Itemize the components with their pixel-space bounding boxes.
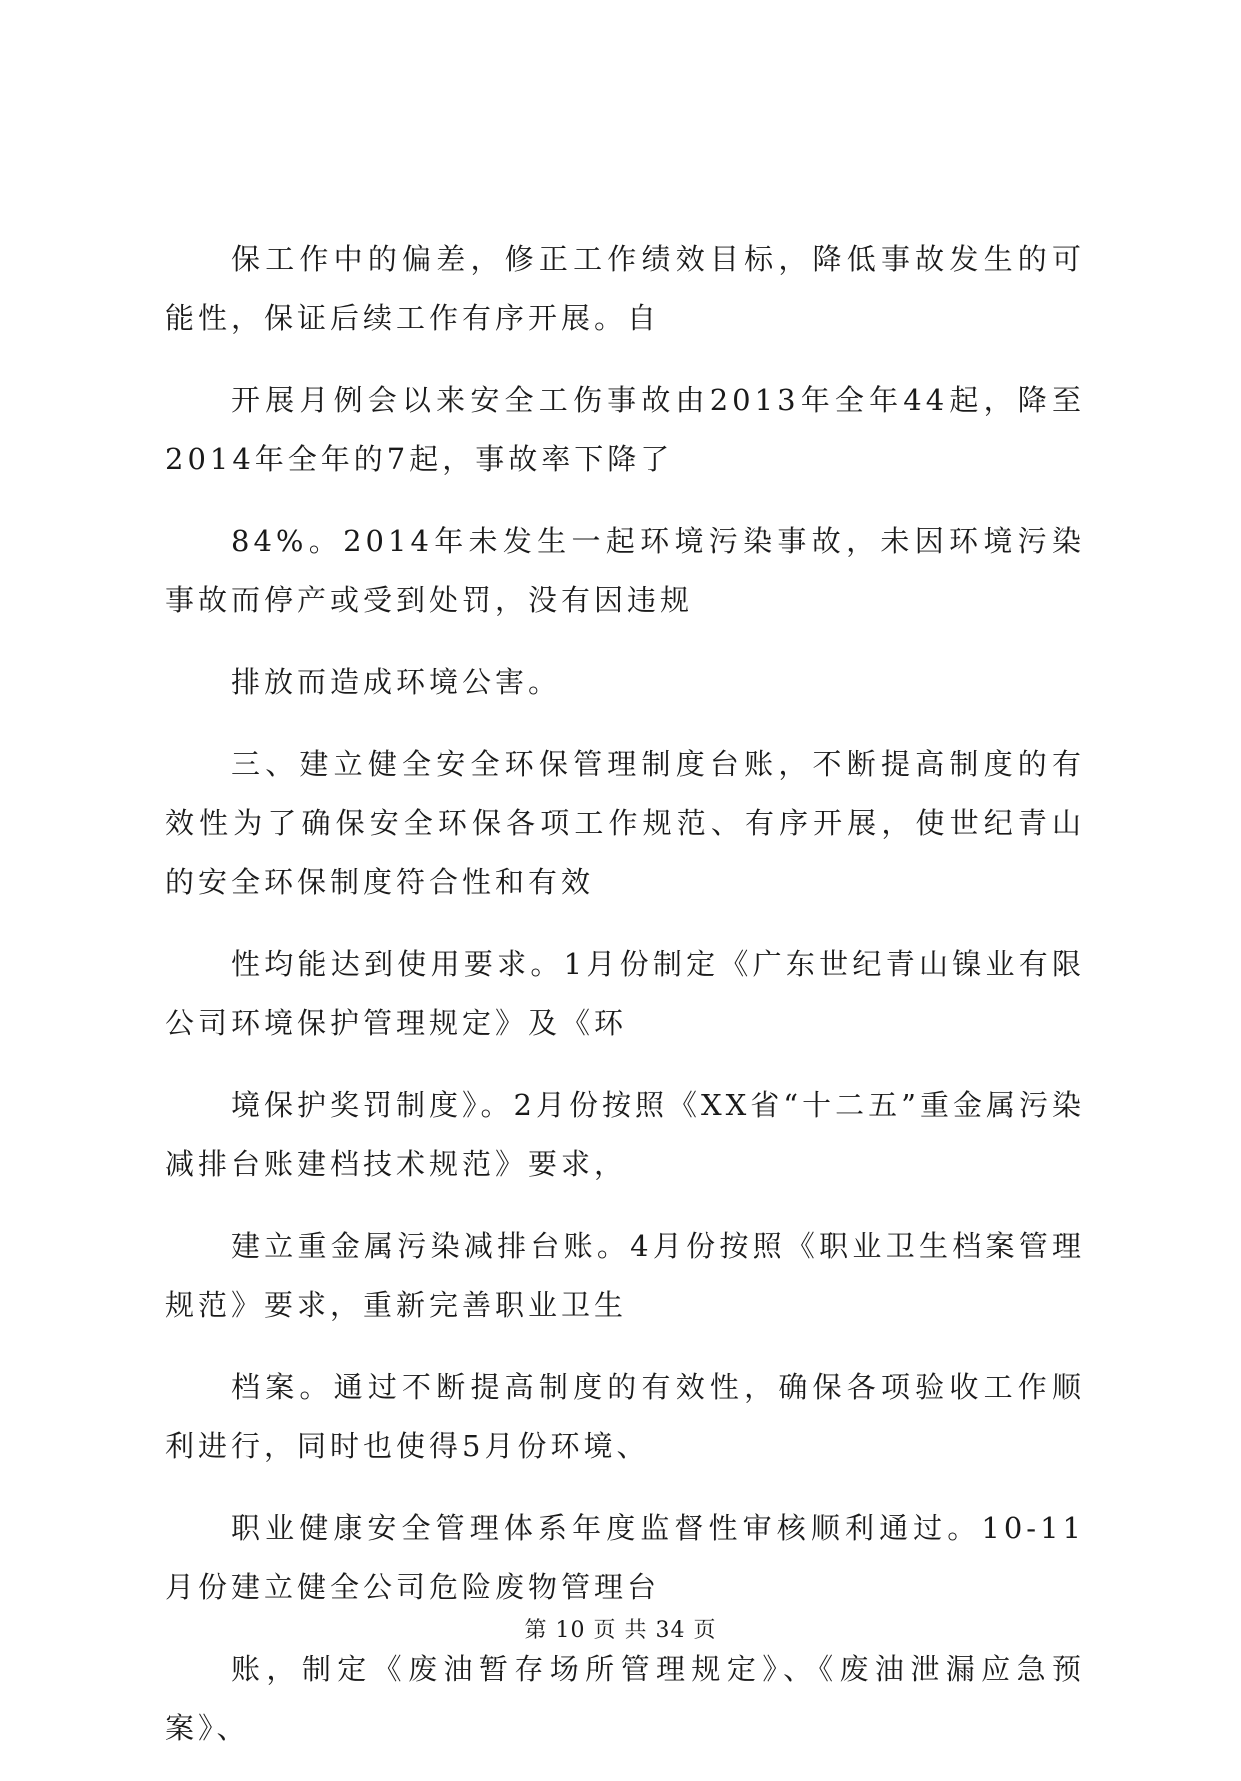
paragraph-2: 开展月例会以来安全工伤事故由2013年全年44起，降至2014年全年的7起，事故率下降了 xyxy=(165,383,1085,476)
paragraph-3: 84%。2014年未发生一起环境污染事故，未因环境污染事故而停产或受到处罚，没有因违规 xyxy=(165,524,1085,617)
paragraph-11: 账，制定《废油暂存场所管理规定》、《废油泄漏应急预案》、 xyxy=(165,1652,1085,1745)
page-number-footer: 第 10 页 共 34 页 xyxy=(524,1618,717,1643)
paragraph-6: 性均能达到使用要求。1月份制定《广东世纪青山镍业有限公司环境保护管理规定》及《环 xyxy=(165,947,1085,1040)
paragraph-8: 建立重金属污染减排台账。4月份按照《职业卫生档案管理规范》要求，重新完善职业卫生 xyxy=(165,1229,1085,1322)
paragraph-1: 保工作中的偏差，修正工作绩效目标，降低事故发生的可能性，保证后续工作有序开展。自 xyxy=(165,242,1085,335)
document-body xyxy=(165,230,1085,1781)
paragraph-5: 三、建立健全安全环保管理制度台账，不断提高制度的有效性为了确保安全环保各项工作规范、有序开展，使世纪青山的安全环保制度符合性和有效 xyxy=(165,747,1085,899)
paragraph-7: 境保护奖罚制度》。2月份按照《XX省“十二五”重金属污染减排台账建档技术规范》要求， xyxy=(165,1088,1085,1181)
paragraph-9: 档案。通过不断提高制度的有效性，确保各项验收工作顺利进行，同时也使得5月份环境、 xyxy=(165,1370,1085,1463)
paragraph-10: 职业健康安全管理体系年度监督性审核顺利通过。10-11月份建立健全公司危险废物管理台 xyxy=(165,1511,1085,1604)
paragraph-4: 排放而造成环境公害。 xyxy=(231,665,562,699)
